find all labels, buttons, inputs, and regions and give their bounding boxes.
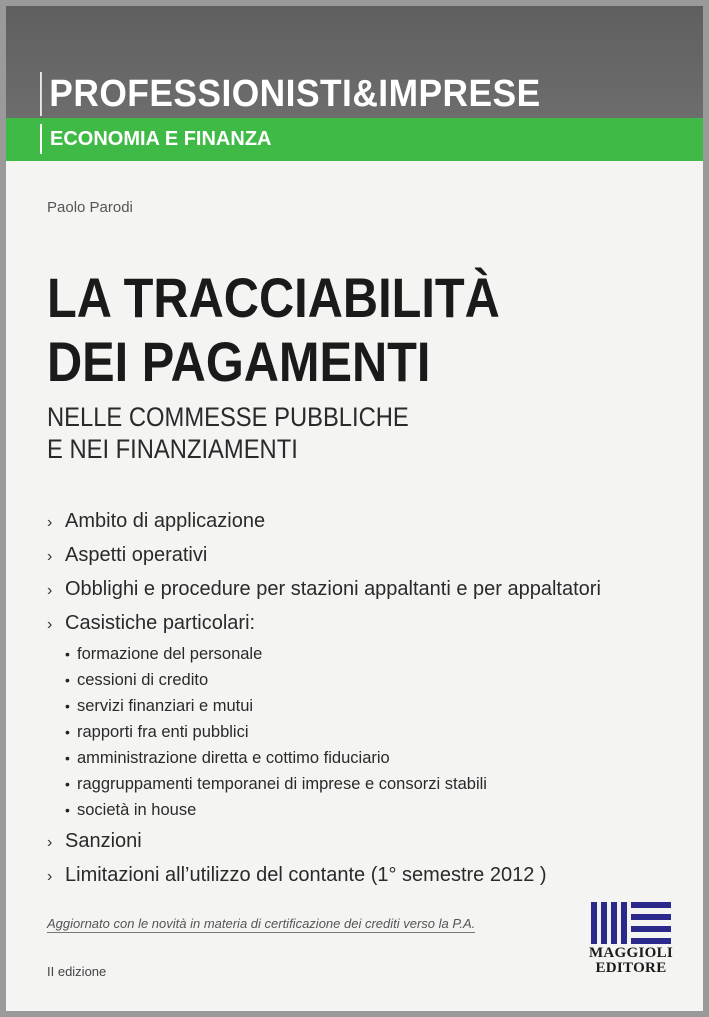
- subtopic-label: servizi finanziari e mutui: [77, 697, 254, 715]
- bullet-icon: •: [65, 776, 70, 792]
- chevron-right-icon: ›: [47, 616, 53, 633]
- bullet-icon: •: [65, 646, 70, 662]
- subtopic-item: [65, 745, 687, 771]
- chevron-right-icon: ›: [47, 548, 53, 565]
- series-subtitle: ECONOMIA E FINANZA: [40, 124, 271, 154]
- publisher-logo: [587, 900, 675, 976]
- subtopic-item: [65, 719, 687, 745]
- author-name: Paolo Parodi: [47, 199, 133, 216]
- chevron-right-icon: ›: [47, 582, 53, 599]
- topic-label: Casistiche particolari:: [65, 612, 256, 634]
- subtopic-label: raggruppamenti temporanei di imprese e consorzi stabili: [77, 775, 487, 793]
- chevron-right-icon: ›: [47, 514, 53, 531]
- subtopic-label: cessioni di credito: [77, 671, 209, 689]
- subtopic-label: società in house: [77, 801, 197, 819]
- topic-list: [47, 505, 687, 893]
- book-subtitle: [47, 401, 409, 465]
- subtopic-item: [65, 771, 687, 797]
- topic-label: Aspetti operativi: [65, 544, 208, 566]
- subtopic-list: [47, 641, 687, 823]
- book-subtitle-line-2: E NEI FINANZIAMENTI: [47, 434, 298, 464]
- topic-item: [47, 607, 687, 823]
- edition-label: II edizione: [47, 964, 107, 979]
- subtopic-item: [65, 667, 687, 693]
- subtopic-item: [65, 797, 687, 823]
- topic-label: Sanzioni: [65, 830, 142, 852]
- subtopic-label: amministrazione diretta e cottimo fiduciario: [77, 749, 390, 767]
- bullet-icon: •: [65, 802, 70, 818]
- subtopic-item: [65, 693, 687, 719]
- update-note: Aggiornato con le novità in materia di certificazione dei crediti verso la P.A.: [47, 916, 476, 931]
- bullet-icon: •: [65, 724, 70, 740]
- topic-label: Ambito di applicazione: [65, 510, 266, 532]
- publisher-name: [587, 946, 675, 976]
- book-title-line-2: DEI PAGAMENTI: [47, 330, 431, 393]
- topic-item: [47, 539, 687, 573]
- topic-item: [47, 573, 687, 607]
- subtopic-label: rapporti fra enti pubblici: [77, 723, 249, 741]
- topic-label: Limitazioni all’utilizzo del contante (1° semestre 2012 ): [65, 864, 547, 886]
- subtopic-item: [65, 641, 687, 667]
- topic-item: [47, 825, 687, 859]
- subtopic-label: formazione del personale: [77, 645, 263, 663]
- book-title: [47, 266, 500, 394]
- book-subtitle-line-1: NELLE COMMESSE PUBBLICHE: [47, 402, 409, 432]
- bullet-icon: •: [65, 698, 70, 714]
- topic-label: Obblighi e procedure per stazioni appaltanti e per appaltatori: [65, 578, 601, 600]
- bullet-icon: •: [65, 672, 70, 688]
- series-title: PROFESSIONISTI&IMPRESE: [40, 72, 541, 116]
- book-title-line-1: LA TRACCIABILITÀ: [47, 266, 500, 329]
- maggioli-logo-icon: [587, 900, 675, 946]
- publisher-name-line-2: EDITORE: [595, 960, 667, 976]
- topic-item: [47, 859, 687, 893]
- chevron-right-icon: ›: [47, 834, 53, 851]
- topic-item: [47, 505, 687, 539]
- publisher-name-line-1: MAGGIOLI: [588, 945, 674, 961]
- chevron-right-icon: ›: [47, 868, 53, 885]
- bullet-icon: •: [65, 750, 70, 766]
